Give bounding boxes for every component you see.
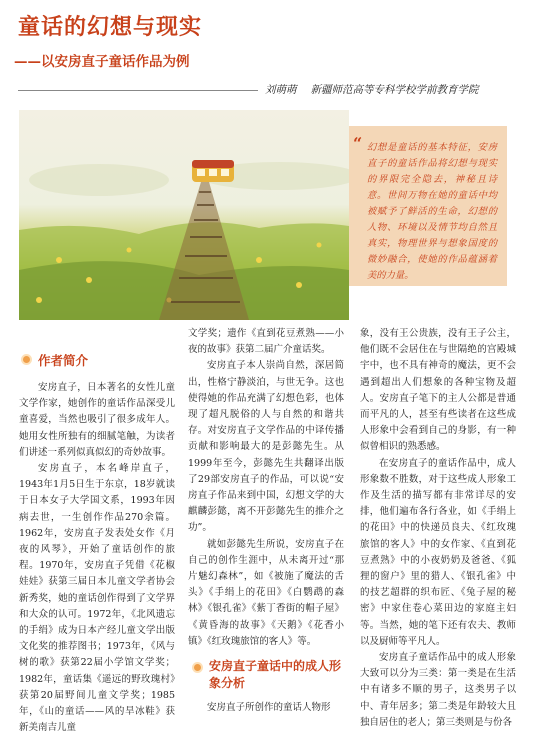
bullet-dot-icon: [21, 354, 32, 365]
paragraph: 安房直子童话作品中的成人形象大致可以分为三类：第一类是在生活中有诸多不顺的男子，这类男子以中、青年居多；第二类是年龄较大且独自居住的老人；第三类则是与份各: [360, 652, 516, 728]
quote-text: 幻想是童话的基本特征，安房直子的童话作品将幻想与现实的界限完全隐去，神秘且诗意。世间万物在她的童话中均被赋予了鲜活的生命，幻想的人物、环境以及情节均自然且真实，物理世界与想象国度的微妙融合，使她的作品蕴涵着美的力量。: [367, 142, 497, 281]
bullet-dot-icon: [192, 662, 203, 673]
author-line: [265, 82, 479, 97]
paragraph: 安房直子，本名峰岸直子，1943年1月5日生于东京，18岁就读于日本女子大学国文系，1993年因病去世，一生创作作品270余篇。1962年，安房直子发表处女作《月夜的风琴》，开始了童话创作的旅程。1970年，安房直子凭借《花椒娃娃》获第三届日本儿童文学者协会新秀奖，她的童话创作得到了文学界和大众的认可。1972年，《北风遗忘的手绢》成为日本产经儿童文学出版文化奖的推荐图书；1973年，《风与树的歌》获第22届小学馆文学奖；1982年，童话集《遥远的野玫瑰村》获第20届野间儿童文学奖；1985年，《山的童话——风的旱冰鞋》获新美南吉儿童: [19, 463, 175, 734]
column-3: [360, 326, 516, 731]
article-title: 童话的幻想与现实: [18, 15, 203, 40]
article-subtitle: ——以安房直子童话作品为例: [14, 54, 190, 70]
meadow-train-image: [19, 110, 349, 320]
quote-box: [349, 126, 507, 286]
paragraph: 文学奖；遗作《直到花豆煮熟——小夜的故事》获第二届广介童话奖。: [188, 328, 344, 356]
paragraph: 在安房直子的童话作品中，成人形象数不胜数，对于这些成人形象工作及生活的描写都有非常详尽的安排，他们遍布各行各业，如《手绢上的花田》中的快递员良夫、《红玫瑰旅馆的客人》中的女作家、《直到花豆煮熟》中的小夜奶奶及爸爸、《狐狸的窗户》里的猎人、《银孔雀》中的技艺超群的织布匠、《兔子屋的秘密》中家住卷心菜田边的家庭主妇等。当然，她的笔下还有农夫、教师以及厨师等平凡人。: [360, 457, 516, 647]
paragraph: 安房直子本人崇尚自然，深居简出，性格宁静淡泊，与世无争。这也使得她的作品充满了幻想色彩，也体现了超凡脱俗的人与自然的和谐共存。对安房直子文学作品的中译传播贡献和影响最大的是彭懿先生。从1999年至今，彭懿先生共翻译出版了29部安房直子的作品，可以说“安房直子作品来到中国，幻想文学的大麒麟彭懿，离不开彭懿先生的推介之功”。: [188, 360, 344, 534]
paragraph: 安房直子所创作的童话人物形: [207, 702, 331, 714]
section-heading-adult-images: 安房直子童话中的成人形象分析: [188, 658, 344, 694]
hero-illustration: [19, 110, 349, 320]
paragraph: 象，没有王公贵族，没有王子公主，他们既不会居住在与世隔绝的宫殿城宇中，也不具有神奇的魔法，更不会遇到超出人们想象的各种宝物及超人。安房直子笔下的主人公都是普通而平凡的人，甚至有些读者在这些成人形象中会看到自己的身影，有一种似曾相识的熟悉感。: [360, 328, 516, 453]
author-name: 刘萌萌: [265, 84, 297, 96]
author-affiliation: 新疆师范高等专科学校学前教育学院: [310, 84, 479, 96]
quote-mark-icon: “: [353, 134, 363, 153]
column-2: [188, 326, 344, 716]
paragraph: 安房直子，日本著名的女性儿童文学作家，她创作的童话作品深受儿童喜爱，当然也吸引了很多成年人。她用女性所独有的细腻笔触，为读者们讲述一系列似真似幻的奇妙故事。: [19, 382, 175, 458]
author-rule: [18, 90, 258, 91]
column-1: [19, 350, 175, 736]
paragraph: 就如彭懿先生所说，安房直子在自己的创作生涯中，从未离开过“那片魅幻森林”，如《被施了魔法的舌头》《手绢上的花田》《白鹦鹉的森林》《银孔雀》《紫丁香街的帽子屋》《黄昏海的故事》《天鹅》《花香小镇》《红玫瑰旅馆的客人》等。: [188, 538, 344, 647]
section-heading-intro: 作者简介: [19, 350, 175, 372]
